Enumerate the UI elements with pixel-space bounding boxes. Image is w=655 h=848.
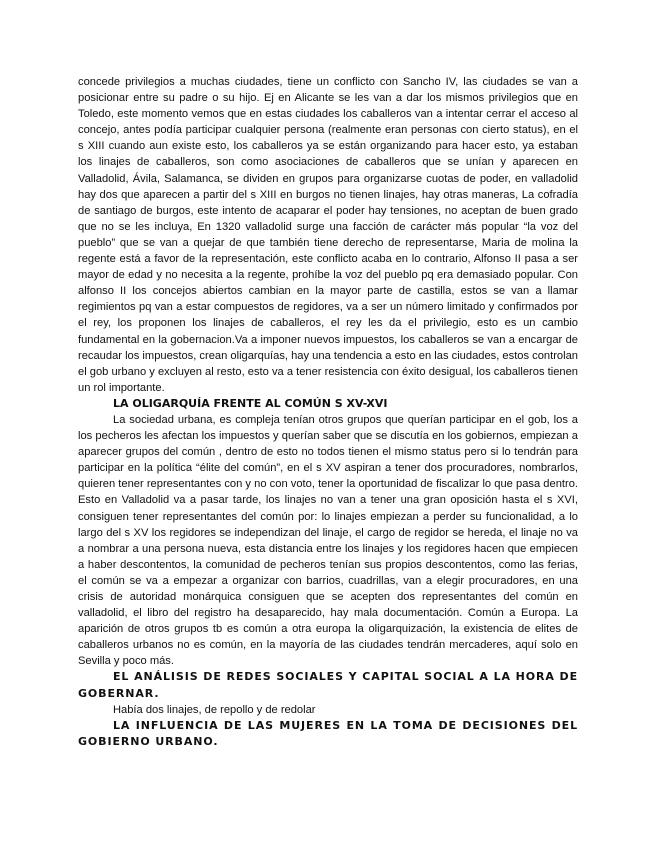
section-heading-redes-sociales: EL ANÁLISIS DE REDES SOCIALES Y CAPITAL SOCIAL A LA HORA DE GOBERNAR. <box>78 670 578 700</box>
section-heading-oligarquia: LA OLIGARQUÍA FRENTE AL COMÚN S XV-XVI <box>113 396 388 410</box>
body-paragraph: Había dos linajes, de repollo y de redolar <box>113 703 316 716</box>
document-page <box>78 74 578 750</box>
section-heading-mujeres: LA INFLUENCIA DE LAS MUJERES EN LA TOMA DE DECISIONES DEL GOBIERNO URBANO. <box>78 718 578 748</box>
body-paragraph: La sociedad urbana, es compleja tenían otros grupos que querían participar en el gob, los a los pecheros les afectan los impuestos y querían saber que se discutía en los gobiernos, empiezan a aparecer grupos del común , dentro de esto no todos tienen el mismo status pero si lo tendrán para participar en la política “élite del común”, en el s XV aspiran a tener dos procuradores, nombrarlos, quieren tener representantes con y no con voto, tener la oportunidad de fiscalizar lo que pasa dentro. Esto en Valladolid va a pasar tarde, los linajes no van a tener una gran oposición hasta el s XVI, consiguen tener representantes del común por: lo linajes empiezan a perder su funcionalidad, a lo largo del s XV los regidores se independizan del linaje, el cargo de regidor se hereda, el linaje no va a nombrar a una persona nueva, esta distancia entre los linajes y los regidores hacen que empiecen a haber descontentos, la comunidad de pecheros tenían sus propios descontentos, como las ferias, el común se va a empezar a organizar con barrios, cuadrillas, van a elegir procuradores, en una crisis de autoridad monárquica consiguen que se acepten dos representantes del común en valladolid, el libro del registro ha desaparecido, hay mala documentación. Común a Europa. La aparición de otros grupos tb es común a otra europa la oligarquización, la existencia de elites de caballeros urbanos no es común, en la mayoría de las ciudades tendrán mercaderes, aquí solo en Sevilla y poco más. <box>78 413 578 668</box>
body-paragraph: concede privilegios a muchas ciudades, tiene un conflicto con Sancho IV, las ciudades se van a posicionar entre su padre o su hijo. Ej en Alicante se les van a dar los mismos privilegios que en Toledo, este momento vemos que en estas ciudades los caballeros van a intentar cerrar el acceso al concejo, antes podía participar cualquier persona (realmente eran personas con cierto status), en el s XIII cuando aun existe esto, los caballeros ya se están organizando para hacer esto, ya estaban los linajes de caballeros, son como asociaciones de caballeros que se unían y aparecen en Valladolid, Ávila, Salamanca, se dividen en grupos para organizarse cuotas de poder, en valladolid hay dos que aparecen a partir del s XIII en burgos no tienen linajes, hay otras maneras, La cofradía de santiago de burgos, este intento de acaparar el poder hay tensiones, no aceptan de buen grado que no se les incluya, En 1320 valladolid surge una facción de carácter más popular “la voz del pueblo” que se van a quejar de que también tiene derecho de representarse, Maria de molina la regente está a favor de la representación, este conflicto acaba en lo contrario, Alfonso II pasa a ser mayor de edad y no necesita a la regente, prohíbe la voz del pueblo pq era demasiado popular. Con alfonso II los concejos abiertos cambian en la mayor parte de castilla, estos se van a llamar regimientos pq van a estar compuestos de regidores, va a ser un número limitado y confirmados por el rey, los proponen los linajes de caballeros, el rey les da el privilegio, esto es un cambio fundamental en la gobernacion.Va a imponer nuevos impuestos, los caballeros se van a encargar de recaudar los impuestos, crean oligarquías, hay una tendencia a esto en las ciudades, estos controlan el gob urbano y excluyen al resto, esto va a tener resistencia con éxito desigual, los caballeros tienen un rol importante. <box>78 76 578 394</box>
